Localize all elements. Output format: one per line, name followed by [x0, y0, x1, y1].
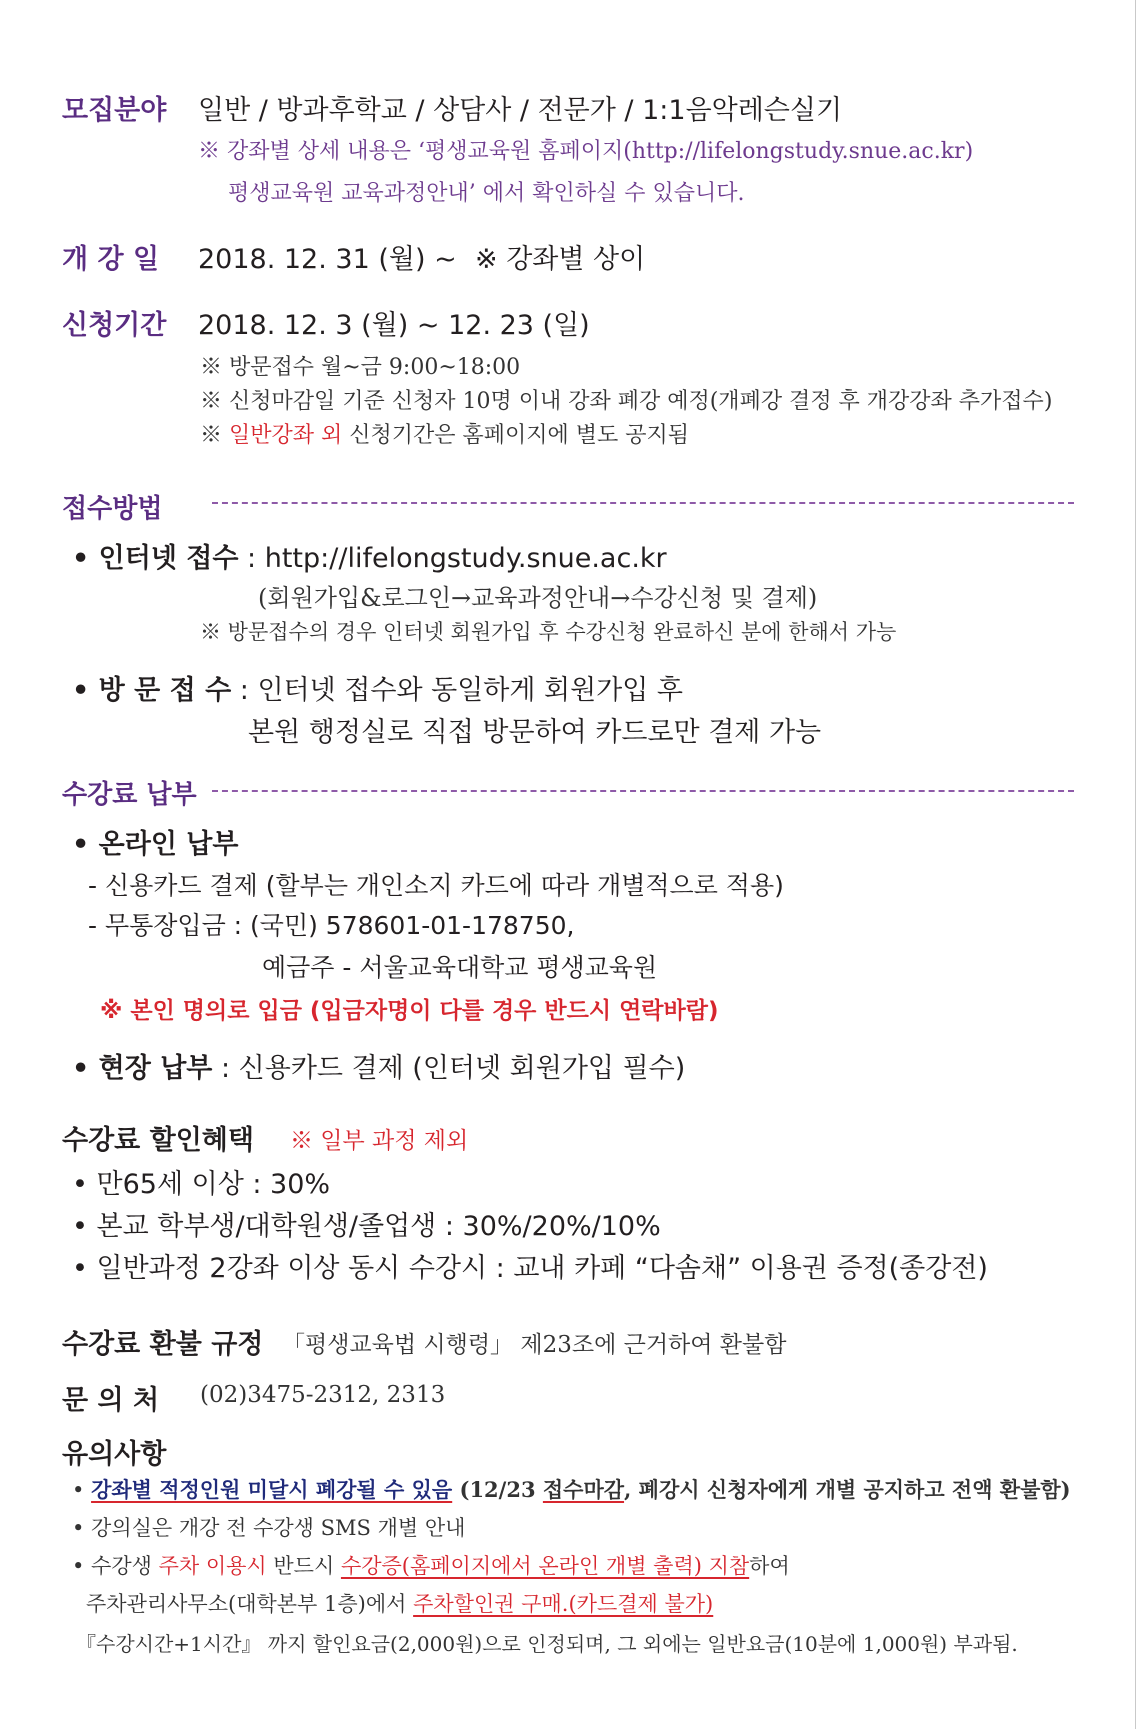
apply-note-3: ※ 일반강좌 외 신청기간은 홈페이지에 별도 공지됨 — [200, 423, 690, 448]
discount-note: ※ 일부 과정 제외 — [290, 1128, 469, 1154]
section-divider — [212, 502, 1074, 504]
reception-label: 접수방법 — [62, 494, 163, 524]
notice-item-4: 『수강시간+1시간』 까지 할인요금(2,000원)으로 인정되며, 그 외에는 일반요금(10분에 1,000원) 부과됨. — [76, 1632, 1018, 1656]
opening-note: ※ 강좌별 상이 — [475, 244, 646, 275]
section-divider — [212, 790, 1074, 792]
recruit-note-2: 평생교육원 교육과정안내’ 에서 확인하실 수 있습니다. — [228, 181, 745, 206]
internet-note: ※ 방문접수의 경우 인터넷 회원가입 후 수강신청 완료하신 분에 한해서 가능 — [200, 620, 897, 644]
notice-highlight: 강좌별 적정인원 미달시 폐강될 수 있음 — [91, 1477, 453, 1502]
opening-label: 개 강 일 — [62, 244, 160, 275]
card-payment-line: - 신용카드 결제 (할부는 개인소지 카드에 따라 개별적으로 적용) — [88, 871, 784, 900]
refund-value: 「평생교육법 시행령」 제23조에 근거하여 환불함 — [282, 1332, 787, 1358]
contact-label: 문 의 처 — [62, 1385, 160, 1416]
apply-period-value: 2018. 12. 3 (월) ~ 12. 23 (일) — [198, 310, 590, 341]
discount-label: 수강료 할인혜택 — [62, 1125, 254, 1156]
bank-transfer-line: - 무통장입금 : (국민) 578601-01-178750, — [88, 911, 575, 940]
notice-item-2: • 강의실은 개강 전 수강생 SMS 개별 안내 — [72, 1516, 466, 1540]
apply-note-3-highlight: 일반강좌 외 — [229, 423, 343, 448]
notice-item-3-cont: 주차관리사무소(대학본부 1층)에서 주차할인권 구매.(카드결제 불가) — [86, 1592, 714, 1616]
discount-item: • 만65세 이상 : 30% — [72, 1169, 331, 1200]
refund-label: 수강료 환불 규정 — [62, 1329, 264, 1360]
payment-warning: ※ 본인 명의로 입금 (입금자명이 다를 경우 반드시 연락바람) — [100, 998, 719, 1024]
apply-note-2: ※ 신청마감일 기준 신청자 10명 이내 강좌 폐강 예정(개폐강 결정 후 개강강좌 추가접수) — [200, 389, 1053, 414]
payment-label: 수강료 납부 — [62, 780, 197, 810]
recruit-value: 일반 / 방과후학교 / 상담사 / 전문가 / 1:1음악레슨실기 — [198, 95, 843, 126]
discount-item: • 본교 학부생/대학원생/졸업생 : 30%/20%/10% — [72, 1211, 661, 1242]
recruit-note-1: ※ 강좌별 상세 내용은 ‘평생교육원 홈페이지(http://lifelongstudy.snue.ac.kr) — [198, 139, 974, 164]
account-holder-line: 예금주 - 서울교육대학교 평생교육원 — [262, 953, 658, 982]
apply-note-1: ※ 방문접수 월~금 9:00~18:00 — [200, 355, 521, 380]
online-payment-label: • 온라인 납부 — [72, 829, 239, 860]
notice-label: 유의사항 — [62, 1439, 167, 1470]
apply-period-label: 신청기간 — [62, 310, 167, 341]
visit-reception: • 방 문 접 수 : 인터넷 접수와 동일하게 회원가입 후 — [72, 675, 684, 706]
onsite-payment: • 현장 납부 : 신용카드 결제 (인터넷 회원가입 필수) — [72, 1053, 686, 1084]
opening-date: 2018. 12. 31 (월) ~ — [198, 244, 457, 275]
discount-item: • 일반과정 2강좌 이상 동시 수강시 : 교내 카페 “다솜채” 이용권 증정(종강전) — [72, 1253, 988, 1284]
notice-item-1: • 강좌별 적정인원 미달시 폐강될 수 있음 (12/23 접수마감, 폐강시 신청자에게 개별 공지하고 전액 환불함) — [72, 1477, 1071, 1502]
visit-reception-2: 본원 행정실로 직접 방문하여 카드로만 결제 가능 — [248, 717, 822, 748]
recruit-label: 모집분야 — [62, 95, 167, 126]
notice-item-3: • 수강생 주차 이용시 반드시 수강증(홈페이지에서 온라인 개별 출력) 지참하여 — [72, 1554, 790, 1578]
contact-value: (02)3475-2312, 2313 — [200, 1382, 446, 1408]
internet-reception: • 인터넷 접수 : http://lifelongstudy.snue.ac.kr — [72, 543, 667, 574]
internet-steps: (회원가입&로그인→교육과정안내→수강신청 및 결제) — [258, 584, 818, 612]
